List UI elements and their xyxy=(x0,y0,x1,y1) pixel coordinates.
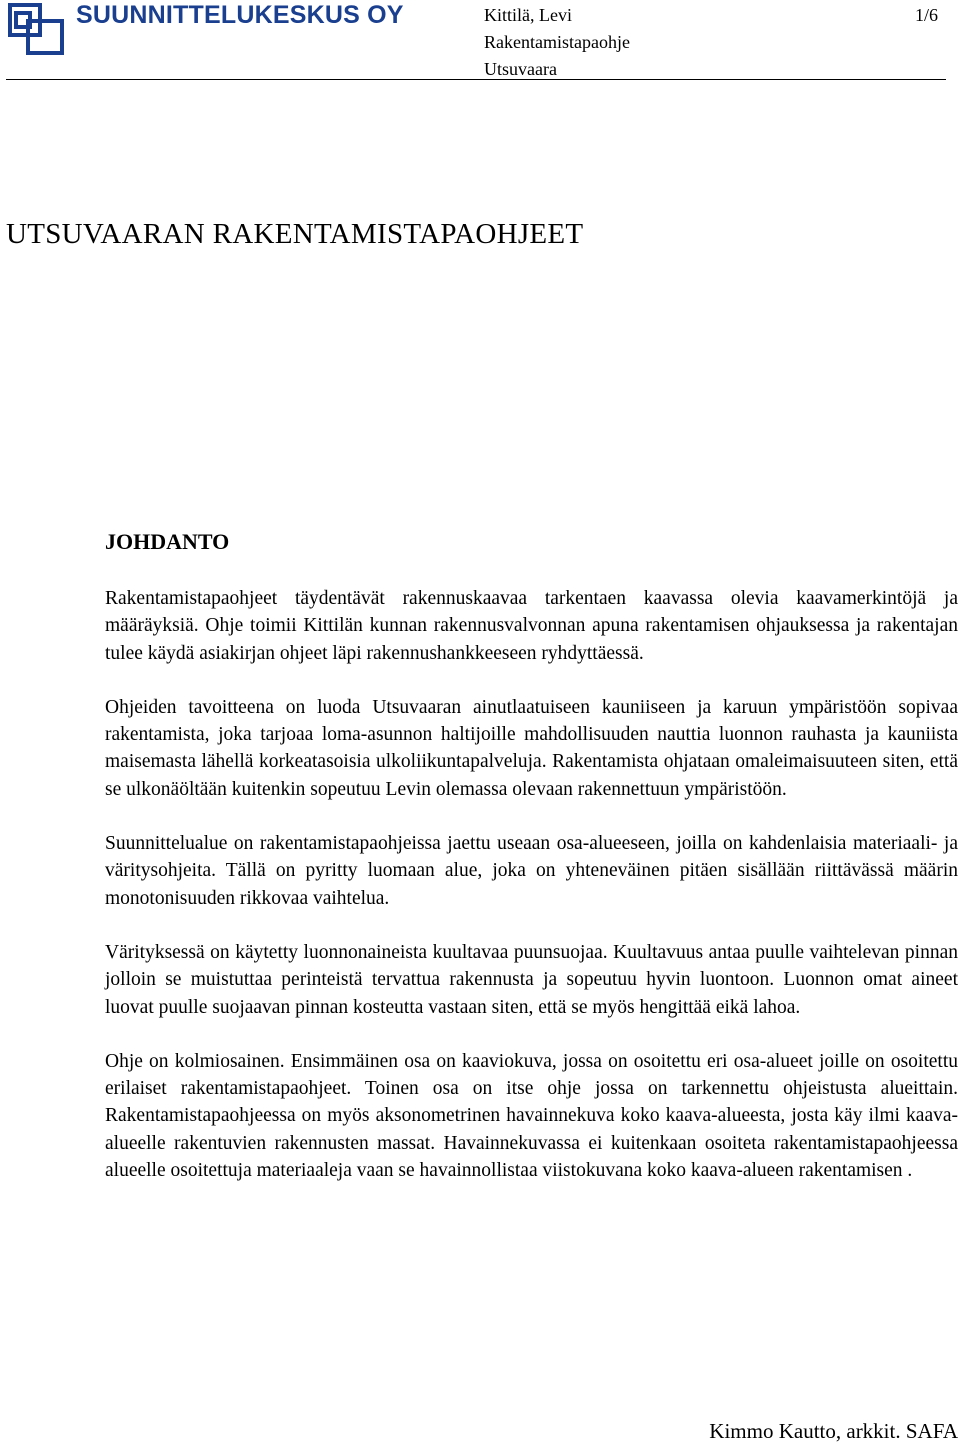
paragraph-areas: Suunnittelualue on rakentamistapaohjeissa jaettu useaan osa-alueeseen, joilla on kahdenlaisia materiaali- ja väritysohjeita. Tällä on pyritty luomaan alue, joka on yhteneväinen pitäen sisällään riittävässä määrin monotonisuuden rikkovaa vaihtelua. xyxy=(105,833,958,909)
logo-text: SUUNNITTELUKESKUS OY xyxy=(76,1,404,29)
paragraph-intro: Rakentamistapaohjeet täydentävät rakennuskaavaa tarkentaen kaavassa olevia kaavamerkintöjä ja määräyksiä. Ohje toimii Kittilän kunnan rakennusvalvonnan apuna rakentamisen ohjauksessa ja rakentajan tulee käydä asiakirjan ohjeet läpi rakennushankkeeseen ryhdyttäessä. xyxy=(105,588,958,664)
company-logo xyxy=(6,0,404,58)
page-number: 1/6 xyxy=(914,5,938,25)
paragraph-structure: Ohje on kolmiosainen. Ensimmäinen osa on kaaviokuva, jossa on osoitettu eri osa-alueet joille on osoitettu erilaiset rakentamistapaohjeet. Toinen osa on itse ohje jossa on tarkennettu ohjeistusta alueittain. Rakentamistapaohjeessa on myös aksonometrinen havainnekuva koko kaava-alueesta, josta käy ilmi kaava-alueelle rakentuvien rakennusten massat. Havainnekuvassa ei kuitenkaan osoiteta rakentamistapaohjeessa alueelle osoitettuja materiaaleja vaan se havainnollistaa viistokuvana koko kaava-alueen rakentamisen . xyxy=(105,1050,958,1182)
author-signature: Kimmo Kautto, arkkit. SAFA xyxy=(709,1419,958,1443)
document-title: UTSUVAARAN RAKENTAMISTAPAOHJEET xyxy=(6,218,584,250)
header-divider xyxy=(6,79,946,80)
header-document-type: Rakentamistapaohje xyxy=(484,32,630,52)
paragraph-colouring: Värityksessä on käytetty luonnonaineista kuultavaa puunsuojaa. Kuultavuus antaa puulle vaihtelevan pinnan jolloin se muistuttaa perinteistä tervattua rakennusta ja sopeutuu hyvin luontoon. Luonnon omat aineet luovat puulle suojaavan pinnan kosteutta vastaan siten, että se myös hengittää eikä lahoa. xyxy=(105,941,958,1018)
header-area: Utsuvaara xyxy=(484,59,557,79)
paragraph-goals: Ohjeiden tavoitteena on luoda Utsuvaaran ainutlaatuiseen kauniiseen ja karuun ympäristöön sopivaa rakentamista, joka tarjoaa loma-asunnon haltijoille mahdollisuuden nauttia luonnon rauhasta ja kauniista maisemasta lähellä korkeatasoisia ulkoliikuntapalveluja. Rakentamista ohjataan omaleimaisuuteen siten, että se ulkonäöltään kuitenkin sopeutuu Levin olemassa olevaan rakennettuun ympäristöön. xyxy=(105,696,958,800)
document-body xyxy=(105,527,958,1211)
header-location: Kittilä, Levi xyxy=(484,5,572,25)
logo-mark-icon xyxy=(6,1,66,57)
section-heading: JOHDANTO xyxy=(105,529,230,554)
